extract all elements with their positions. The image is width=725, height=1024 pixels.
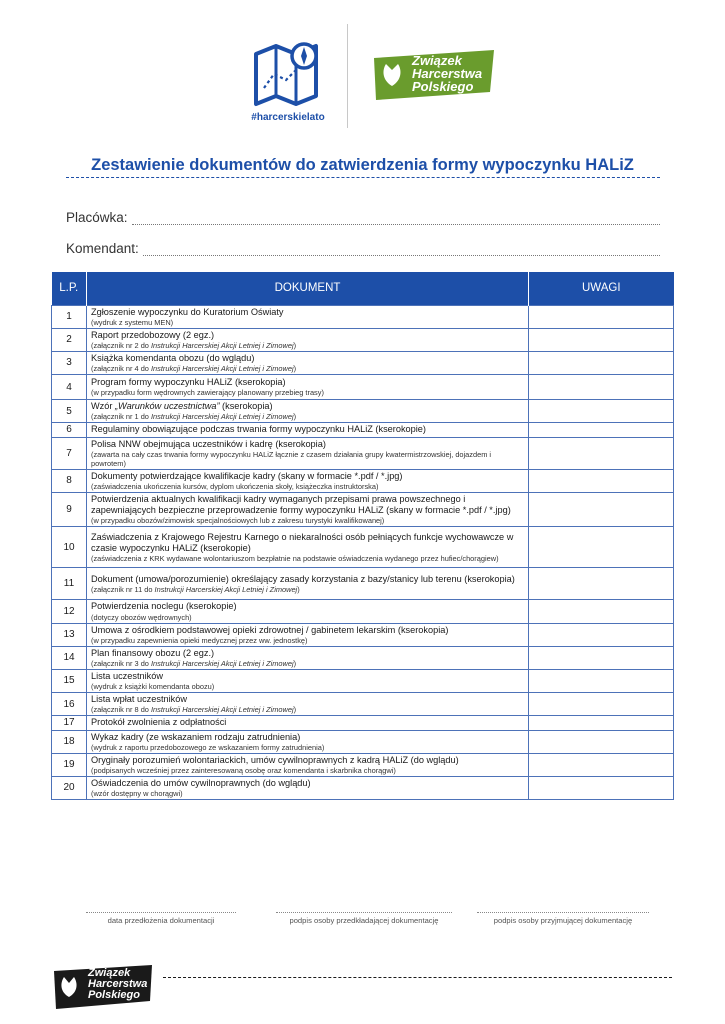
row-document <box>87 623 529 646</box>
document-title: Dokument (umowa/porozumienie) określający zasady korzystania z bazy/stanicy lub terenu (kserokopia) <box>91 573 515 584</box>
document-title: Polisa NNW obejmująca uczestników i kadrę (kserokopia) <box>91 438 326 449</box>
row-notes-cell[interactable] <box>529 669 674 692</box>
table-row <box>52 776 674 799</box>
signature-line <box>276 912 452 913</box>
document-title: Oryginały porozumień wolontariackich, umów cywilnoprawnych z kadrą HALiZ (do wglądu) <box>91 754 459 765</box>
row-number: 18 <box>52 730 87 753</box>
komendant-dotted-line <box>143 244 660 256</box>
document-title-part: (kserokopia) <box>219 401 273 412</box>
signature-submitter <box>276 912 452 925</box>
document-note-part: Instrukcji Harcerskiej Akcji Letniej i Zimowej <box>150 412 294 422</box>
row-number: 8 <box>52 469 87 492</box>
row-number: 17 <box>52 716 87 730</box>
row-document <box>87 716 529 730</box>
header-logos <box>0 22 725 132</box>
header-lp: L.P. <box>52 272 87 305</box>
row-document <box>87 375 529 400</box>
document-note: (wydruk z książki komendanta obozu) <box>91 682 215 692</box>
footer-divider <box>163 977 672 978</box>
row-document <box>87 423 529 437</box>
document-note: (wydruk z systemu MEN) <box>91 317 174 327</box>
page-title: Zestawienie dokumentów do zatwierdzenia formy wypoczynku HALiZ <box>91 156 634 174</box>
document-note-part: (załącznik nr 4 do <box>91 364 151 374</box>
komendant-field[interactable] <box>66 238 660 256</box>
row-number: 3 <box>52 351 87 374</box>
table-row <box>52 600 674 623</box>
document-title: Książka komendanta obozu (do wglądu) <box>91 352 255 363</box>
signature-receiver <box>477 912 649 925</box>
table-row <box>52 693 674 716</box>
document-title-part: Wzór <box>91 401 115 412</box>
document-title: Zaświadczenia z Krajowego Rejestru Karnego o niekaralności osób pełniących funkcje wychowawcze w czasie wypoczynku HALiZ (kserokopie) <box>91 531 514 553</box>
row-document <box>87 730 529 753</box>
row-document <box>87 776 529 799</box>
table-row <box>52 437 674 469</box>
row-notes-cell[interactable] <box>529 437 674 469</box>
table-row <box>52 568 674 600</box>
row-number: 4 <box>52 375 87 400</box>
document-note-part: ) <box>293 340 297 350</box>
document-note-part: (załącznik nr 11 do <box>91 584 155 594</box>
document-note: (zaświadczenia ukończenia kursów, dyplom ukończenia skoły, książeczka instruktorska) <box>91 481 379 491</box>
row-notes-cell[interactable] <box>529 776 674 799</box>
document-note: (w przypadku form wędrownych zawierający planowany przebieg trasy) <box>91 388 324 398</box>
document-title: Potwierdzenia aktualnych kwalifikacji kadry wymaganych przepisami prawa powszechnego i zapewniających bezpieczne przeprowadzenie formy wypoczynku HALiZ (skany w formacie *.pdf / *.jpg) <box>91 493 511 516</box>
row-number: 5 <box>52 400 87 423</box>
document-note-part: (załącznik nr 1 do <box>91 412 151 422</box>
row-document <box>87 305 529 328</box>
row-document <box>87 400 529 423</box>
row-document <box>87 600 529 623</box>
row-number: 16 <box>52 693 87 716</box>
zhp-logo-text: Związek Harcerstwa Polskiego <box>412 53 483 94</box>
document-note: (wydruk z raportu przedobozowego ze wskazaniem formy zatrudnienia) <box>91 742 325 752</box>
row-notes-cell[interactable] <box>529 375 674 400</box>
signature-date-label: data przedłożenia dokumentacji <box>107 916 215 925</box>
document-title: Zgłoszenie wypoczynku do Kuratorium Oświaty <box>91 306 284 317</box>
document-note <box>91 659 524 668</box>
signature-line <box>477 912 649 913</box>
row-notes-cell[interactable] <box>529 492 674 526</box>
zhp-logo <box>372 50 497 100</box>
row-notes-cell[interactable] <box>529 351 674 374</box>
document-note-part: ) <box>293 364 297 374</box>
row-number: 11 <box>52 568 87 600</box>
document-note: (zawarta na cały czas trwania formy wypoczynku HALiZ łącznie z czasem działania grupy kwatermistrzowskiej, dojazdem i powrotem) <box>91 449 492 468</box>
table-row <box>52 716 674 730</box>
row-number: 20 <box>52 776 87 799</box>
row-number: 19 <box>52 753 87 776</box>
document-note-part: ) <box>293 658 297 668</box>
document-title: Plan finansowy obozu (2 egz.) <box>91 647 215 658</box>
row-document <box>87 693 529 716</box>
row-document <box>87 568 529 600</box>
document-note-part: Instrukcji Harcerskiej Akcji Letniej i Zimowej <box>150 658 294 668</box>
table-row <box>52 351 674 374</box>
document-title: Protokół zwolnienia z odpłatności <box>91 717 227 728</box>
signature-date <box>86 912 236 925</box>
table-row <box>52 469 674 492</box>
row-document <box>87 351 529 374</box>
document-title: Oświadczenia do umów cywilnoprawnych (do wglądu) <box>91 777 311 788</box>
row-notes-cell[interactable] <box>529 469 674 492</box>
document-title-part: „Warunków uczestnictwa” <box>115 401 220 412</box>
lato-hashtag: #harcerskielato <box>251 112 325 123</box>
komendant-label: Komendant: <box>66 241 139 256</box>
table-row <box>52 527 674 568</box>
row-number: 14 <box>52 646 87 669</box>
row-notes-cell[interactable] <box>529 305 674 328</box>
row-notes-cell[interactable] <box>529 693 674 716</box>
row-notes-cell[interactable] <box>529 716 674 730</box>
document-note-part: Instrukcji Harcerskiej Akcji Letniej i Zimowej <box>150 340 294 350</box>
document-note: (podpisanych wcześniej przez zainteresowaną osobę oraz komendanta i skarbnika chorągwi) <box>91 765 396 775</box>
row-notes-cell[interactable] <box>529 423 674 437</box>
title-divider <box>66 177 660 178</box>
document-note-part: Instrukcji Harcerskiej Akcji Letniej i Zimowej <box>150 364 294 374</box>
signature-line <box>86 912 236 913</box>
row-notes-cell[interactable] <box>529 600 674 623</box>
row-document <box>87 669 529 692</box>
row-number: 10 <box>52 527 87 568</box>
row-document <box>87 492 529 526</box>
table-row <box>52 400 674 423</box>
table-row <box>52 669 674 692</box>
table-row <box>52 492 674 526</box>
signature-submitter-label: podpis osoby przedkładającej dokumentację <box>289 916 439 925</box>
row-number: 2 <box>52 328 87 351</box>
document-title: Regulaminy obowiązujące podczas trwania formy wypoczynku HALiZ (kserokopie) <box>91 424 426 435</box>
document-note <box>91 585 524 594</box>
document-title <box>91 401 524 412</box>
document-title: Umowa z ośrodkiem podstawowej opieki zdrowotnej / gabinetem lekarskim (kserokopia) <box>91 624 449 635</box>
placowka-field[interactable] <box>66 207 660 225</box>
logo-divider <box>347 24 348 128</box>
footer-zhp-logo <box>52 965 156 1009</box>
row-document <box>87 646 529 669</box>
row-notes-cell[interactable] <box>529 730 674 753</box>
row-document <box>87 753 529 776</box>
footer-logo-text: Związek Harcerstwa Polskiego <box>88 967 148 1001</box>
table-header-row <box>52 272 674 305</box>
row-notes-cell[interactable] <box>529 527 674 568</box>
row-notes-cell[interactable] <box>529 568 674 600</box>
row-number: 15 <box>52 669 87 692</box>
document-note: (dotyczy obozów wędrownych) <box>91 612 192 622</box>
document-note-part: ) <box>293 412 297 422</box>
row-notes-cell[interactable] <box>529 753 674 776</box>
document-title: Potwierdzenia noclegu (kserokopie) <box>91 601 237 612</box>
document-note-part: ) <box>293 705 297 715</box>
table-row <box>52 646 674 669</box>
document-note: (zaświadczenia z KRK wydawane wolontariuszom bezpłatnie na podstawie oświadczenia wydanego przez hufiec/chorągiew) <box>91 554 499 564</box>
row-document <box>87 437 529 469</box>
signature-receiver-label: podpis osoby przyjmującej dokumentację <box>493 916 633 925</box>
row-notes-cell[interactable] <box>529 646 674 669</box>
row-notes-cell[interactable] <box>529 400 674 423</box>
row-number: 9 <box>52 492 87 526</box>
table-row <box>52 753 674 776</box>
table-row <box>52 305 674 328</box>
harcerskie-lato-logo <box>248 34 328 130</box>
row-number: 12 <box>52 600 87 623</box>
document-note-part: Instrukcji Harcerskiej Akcji Letniej i Zimowej <box>154 584 298 594</box>
document-title: Lista uczestników <box>91 670 164 681</box>
document-title: Program formy wypoczynku HALiZ (kserokopia) <box>91 377 286 387</box>
document-title: Dokumenty potwierdzające kwalifikacje kadry (skany w formacie *.pdf / *.jpg) <box>91 470 403 481</box>
map-compass-icon <box>248 34 328 110</box>
document-note: (w przypadku zapewnienia opieki medycznej przez ww. jednostkę) <box>91 635 308 645</box>
document-title: Raport przedobozowy (2 egz.) <box>91 329 215 340</box>
row-document <box>87 328 529 351</box>
placowka-dotted-line <box>132 213 660 225</box>
table-row <box>52 375 674 400</box>
document-note-part: (załącznik nr 2 do <box>91 340 151 350</box>
document-note-part: (załącznik nr 8 do <box>91 705 151 715</box>
document-title: Wykaz kadry (ze wskazaniem rodzaju zatrudnienia) <box>91 731 301 742</box>
document-note: (wzór dostępny w chorągwi) <box>91 789 183 799</box>
document-note <box>91 341 524 350</box>
document-note <box>91 705 524 714</box>
document-note-part: Instrukcji Harcerskiej Akcji Letniej i Zimowej <box>150 705 294 715</box>
row-number: 6 <box>52 423 87 437</box>
document-note <box>91 412 524 421</box>
row-document <box>87 527 529 568</box>
document-note: (w przypadku obozów/zimowisk specjalnościowych lub z zakresu turystyki kwalifikowanej) <box>91 516 385 526</box>
row-number: 7 <box>52 437 87 469</box>
row-number: 1 <box>52 305 87 328</box>
document-note <box>91 364 524 373</box>
table-row <box>52 730 674 753</box>
placowka-label: Placówka: <box>66 210 128 225</box>
document-title: Lista wpłat uczestników <box>91 694 188 705</box>
document-note-part: ) <box>297 584 300 594</box>
row-document <box>87 469 529 492</box>
documents-table <box>51 272 674 800</box>
header-notes: UWAGI <box>529 272 674 305</box>
table-row <box>52 328 674 351</box>
row-number: 13 <box>52 623 87 646</box>
row-notes-cell[interactable] <box>529 328 674 351</box>
table-row <box>52 423 674 437</box>
row-notes-cell[interactable] <box>529 623 674 646</box>
document-note-part: (załącznik nr 3 do <box>91 658 151 668</box>
table-row <box>52 623 674 646</box>
header-document: DOKUMENT <box>87 272 529 305</box>
